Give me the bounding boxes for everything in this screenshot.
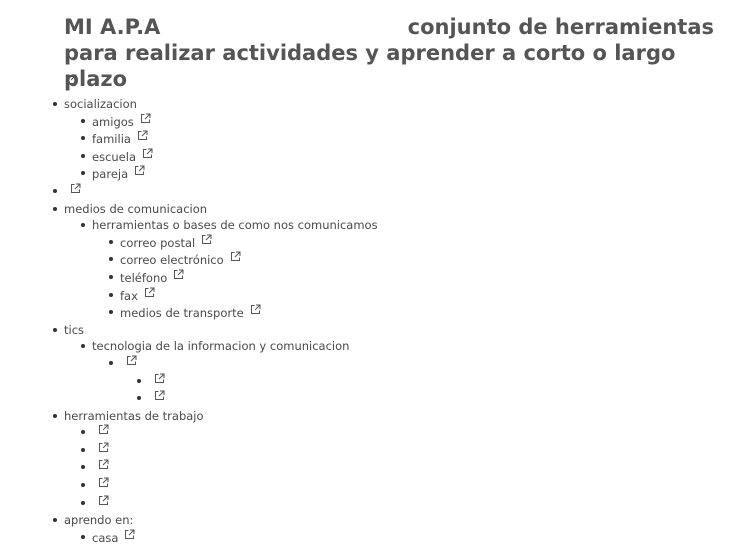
node-herramientas-empty-4 bbox=[92, 477, 704, 495]
node-label: tecnologia de la informacion y comunicacion bbox=[92, 339, 350, 354]
empty-node-link[interactable] bbox=[70, 183, 81, 194]
node-label: socializacion bbox=[64, 97, 137, 111]
external-link-icon bbox=[144, 287, 155, 298]
node-casa bbox=[92, 529, 704, 546]
mind-map-tree bbox=[64, 96, 704, 546]
node-tics-empty bbox=[120, 355, 704, 408]
node-label: escuela bbox=[92, 149, 136, 164]
node-escuela bbox=[92, 148, 704, 166]
herramientas-empty-5-link[interactable] bbox=[98, 495, 109, 506]
tics-empty-2-link[interactable] bbox=[154, 390, 165, 401]
node-aprendo bbox=[64, 512, 704, 546]
node-amigos bbox=[92, 113, 704, 131]
external-link-icon bbox=[201, 234, 212, 245]
node-label: correo postal bbox=[120, 235, 196, 250]
external-link-icon bbox=[173, 269, 184, 280]
node-label: pareja bbox=[92, 167, 129, 182]
node-label: aprendo en: bbox=[64, 513, 134, 528]
casa-link[interactable] bbox=[124, 529, 135, 540]
node-label: medios de comunicacion bbox=[64, 201, 208, 216]
node-label: amigos bbox=[92, 114, 134, 129]
page-title bbox=[64, 14, 714, 92]
node-label: medios de transporte bbox=[120, 306, 244, 321]
title-external-link-icon[interactable] bbox=[66, 70, 77, 89]
tics-empty-1-link[interactable] bbox=[154, 373, 165, 384]
node-medios bbox=[64, 201, 704, 322]
correo-electronico-link[interactable] bbox=[230, 251, 241, 262]
node-herramientas-bases bbox=[92, 217, 704, 322]
herramientas-empty-1-link[interactable] bbox=[98, 424, 109, 435]
node-label: casa bbox=[92, 530, 119, 545]
node-socializacion bbox=[64, 96, 704, 183]
external-link-icon bbox=[98, 442, 109, 453]
external-link-icon bbox=[230, 251, 241, 262]
external-link-icon bbox=[98, 424, 109, 435]
node-label: herramientas de trabajo bbox=[64, 408, 204, 423]
external-link-icon bbox=[98, 459, 109, 470]
node-telefono bbox=[120, 269, 704, 287]
correo-postal-link[interactable] bbox=[201, 234, 212, 245]
node-fax bbox=[120, 287, 704, 305]
node-herramientas-empty-1 bbox=[92, 424, 704, 442]
node-herramientas-empty-5 bbox=[92, 495, 704, 513]
external-link-icon bbox=[98, 477, 109, 488]
node-label: correo electrónico bbox=[120, 253, 224, 268]
node-herramientas-empty-2 bbox=[92, 442, 704, 460]
herramientas-empty-3-link[interactable] bbox=[98, 459, 109, 470]
node-herramientas-empty-3 bbox=[92, 459, 704, 477]
title-line2: para realizar actividades y aprender a corto o largo plazo bbox=[64, 41, 676, 91]
external-link-icon bbox=[70, 183, 81, 194]
telefono-link[interactable] bbox=[173, 269, 184, 280]
fax-link[interactable] bbox=[144, 287, 155, 298]
familia-link[interactable] bbox=[137, 130, 148, 141]
node-tics-empty-2 bbox=[148, 390, 704, 408]
node-label: teléfono bbox=[120, 270, 168, 285]
external-link-icon bbox=[250, 304, 261, 315]
external-link-icon bbox=[98, 495, 109, 506]
external-link-icon bbox=[134, 165, 145, 176]
node-pareja bbox=[92, 165, 704, 183]
external-link-icon bbox=[142, 148, 153, 159]
node-label: fax bbox=[120, 288, 138, 303]
external-link-icon bbox=[124, 529, 135, 540]
node-correo-electronico bbox=[120, 251, 704, 269]
external-link-icon bbox=[66, 74, 77, 85]
node-empty-link bbox=[64, 183, 704, 201]
node-familia bbox=[92, 130, 704, 148]
amigos-link[interactable] bbox=[140, 113, 151, 124]
node-herramientas-trabajo bbox=[64, 408, 704, 513]
node-tecnologia bbox=[92, 338, 704, 407]
node-correo-postal bbox=[120, 234, 704, 252]
node-label: familia bbox=[92, 132, 131, 147]
node-label: tics bbox=[64, 322, 85, 337]
external-link-icon bbox=[137, 130, 148, 141]
external-link-icon bbox=[126, 355, 137, 366]
title-subtitle: conjunto de herramientas bbox=[407, 15, 714, 39]
node-medios-transporte bbox=[120, 304, 704, 322]
node-tics-empty-1 bbox=[148, 373, 704, 391]
external-link-icon bbox=[140, 113, 151, 124]
pareja-link[interactable] bbox=[134, 165, 145, 176]
herramientas-empty-4-link[interactable] bbox=[98, 477, 109, 488]
title-name: MI A.P.A bbox=[64, 15, 161, 39]
node-label: herramientas o bases de como nos comunicamos bbox=[92, 218, 378, 233]
node-tics bbox=[64, 322, 704, 408]
escuela-link[interactable] bbox=[142, 148, 153, 159]
external-link-icon bbox=[154, 390, 165, 401]
herramientas-empty-2-link[interactable] bbox=[98, 442, 109, 453]
medios-transporte-link[interactable] bbox=[250, 304, 261, 315]
tics-empty-link[interactable] bbox=[126, 355, 137, 366]
external-link-icon bbox=[154, 373, 165, 384]
